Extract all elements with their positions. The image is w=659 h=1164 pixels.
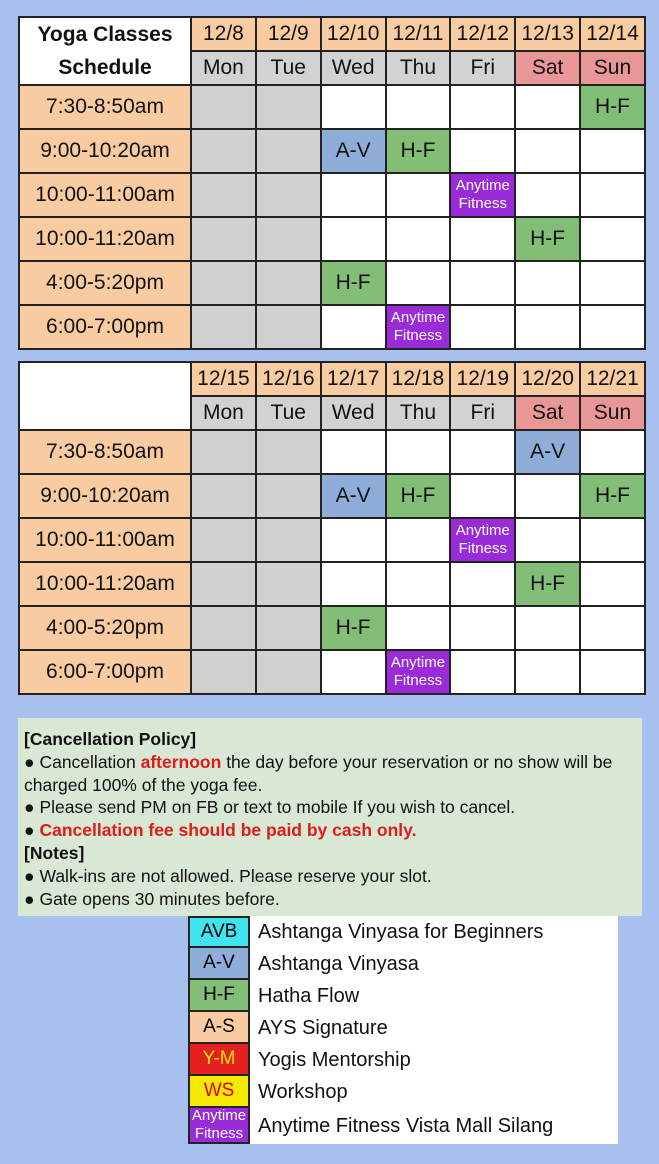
unavailable-cell	[191, 173, 256, 217]
date-header: 12/10	[321, 17, 386, 51]
empty-cell	[450, 85, 515, 129]
class-label-line: Fitness	[393, 327, 443, 344]
empty-cell	[580, 261, 645, 305]
class-ashtanga-vinyasa: A-V	[321, 474, 386, 518]
class-label-line: Fitness	[393, 672, 443, 689]
unavailable-cell	[256, 562, 321, 606]
note-line-1	[24, 865, 636, 888]
unavailable-cell	[191, 217, 256, 261]
policy-box	[18, 718, 642, 916]
class-label-line: Anytime	[455, 177, 510, 194]
date-header: 12/18	[386, 362, 451, 396]
empty-cell	[580, 606, 645, 650]
class-label-line: Anytime	[455, 522, 510, 539]
date-header: 12/9	[256, 17, 321, 51]
class-hatha-flow: H-F	[580, 85, 645, 129]
empty-cell	[450, 474, 515, 518]
unavailable-cell	[191, 474, 256, 518]
date-header: 12/12	[450, 17, 515, 51]
empty-cell	[515, 650, 580, 694]
empty-cell	[450, 129, 515, 173]
unavailable-cell	[191, 85, 256, 129]
empty-cell	[450, 650, 515, 694]
legend-item	[188, 1012, 618, 1044]
policy-text: Cancellation	[39, 751, 141, 772]
legend-label: Ashtanga Vinyasa for Beginners	[258, 920, 544, 943]
legend-swatch: AVB	[188, 916, 250, 948]
empty-cell	[450, 261, 515, 305]
class-ashtanga-vinyasa: A-V	[321, 129, 386, 173]
day-header: Thu	[386, 51, 451, 85]
date-header: 12/13	[515, 17, 580, 51]
empty-cell	[321, 85, 386, 129]
legend-swatch: Y-M	[188, 1044, 250, 1076]
empty-cell	[321, 305, 386, 349]
bullet: ●	[24, 888, 35, 909]
empty-cell	[580, 562, 645, 606]
class-hatha-flow: H-F	[580, 474, 645, 518]
date-header: 12/8	[191, 17, 256, 51]
legend-swatch: H-F	[188, 980, 250, 1012]
class-anytime-fitness	[386, 650, 451, 694]
empty-cell	[580, 305, 645, 349]
empty-cell	[386, 562, 451, 606]
empty-cell	[515, 129, 580, 173]
time-slot: 7:30-8:50am	[19, 430, 191, 474]
class-legend	[188, 916, 618, 1144]
empty-cell	[515, 474, 580, 518]
legend-label: Ashtanga Vinyasa	[258, 952, 419, 975]
empty-cell	[515, 518, 580, 562]
date-header: 12/14	[580, 17, 645, 51]
bullet: ●	[24, 751, 35, 772]
policy-text: Please send PM on FB or text to mobile If you wish to cancel.	[39, 797, 516, 818]
time-slot: 6:00-7:00pm	[19, 305, 191, 349]
empty-cell	[450, 430, 515, 474]
class-hatha-flow: H-F	[321, 261, 386, 305]
bullet: ●	[24, 820, 35, 841]
empty-cell	[321, 518, 386, 562]
schedule-title	[19, 17, 191, 85]
class-anytime-fitness	[450, 173, 515, 217]
legend-label: Yogis Mentorship	[258, 1048, 411, 1071]
unavailable-cell	[256, 606, 321, 650]
note-text: Gate opens 30 minutes before.	[39, 888, 280, 909]
unavailable-cell	[256, 305, 321, 349]
policy-emphasis: Cancellation fee should be paid by cash only.	[39, 820, 417, 841]
policy-line-3	[24, 819, 636, 842]
legend-label: Hatha Flow	[258, 984, 360, 1007]
unavailable-cell	[256, 650, 321, 694]
blank-header-cell	[19, 362, 191, 430]
time-slot: 10:00-11:20am	[19, 562, 191, 606]
date-header: 12/20	[515, 362, 580, 396]
time-slot: 10:00-11:20am	[19, 217, 191, 261]
class-hatha-flow: H-F	[386, 474, 451, 518]
unavailable-cell	[191, 261, 256, 305]
empty-cell	[515, 85, 580, 129]
empty-cell	[580, 650, 645, 694]
empty-cell	[386, 518, 451, 562]
date-header: 12/17	[321, 362, 386, 396]
unavailable-cell	[256, 217, 321, 261]
unavailable-cell	[256, 173, 321, 217]
legend-swatch: A-V	[188, 948, 250, 980]
empty-cell	[515, 261, 580, 305]
time-slot: 10:00-11:00am	[19, 518, 191, 562]
time-slot: 9:00-10:20am	[19, 474, 191, 518]
policy-line-1	[24, 751, 636, 797]
date-header: 12/16	[256, 362, 321, 396]
empty-cell	[515, 606, 580, 650]
date-header: 12/19	[450, 362, 515, 396]
class-hatha-flow: H-F	[321, 606, 386, 650]
class-label-line: Anytime	[390, 309, 446, 326]
unavailable-cell	[191, 650, 256, 694]
class-ashtanga-vinyasa: A-V	[515, 430, 580, 474]
unavailable-cell	[191, 606, 256, 650]
week1-schedule-table	[18, 16, 646, 350]
day-header: Tue	[256, 51, 321, 85]
policy-text: the day before your reservation or no show will be charged 100% of the yoga fee.	[24, 751, 613, 795]
empty-cell	[450, 305, 515, 349]
class-hatha-flow: H-F	[515, 562, 580, 606]
empty-cell	[321, 650, 386, 694]
empty-cell	[386, 606, 451, 650]
legend-item	[188, 948, 618, 980]
empty-cell	[580, 217, 645, 261]
day-header: Wed	[321, 51, 386, 85]
empty-cell	[515, 173, 580, 217]
legend-item	[188, 980, 618, 1012]
empty-cell	[321, 217, 386, 261]
day-header: Sun	[580, 51, 645, 85]
title-line-1: Yoga Classes	[37, 23, 173, 46]
legend-label: Workshop	[258, 1080, 348, 1103]
date-header: 12/21	[580, 362, 645, 396]
legend-item	[188, 916, 618, 948]
empty-cell	[321, 562, 386, 606]
legend-swatch: A-S	[188, 1012, 250, 1044]
class-hatha-flow: H-F	[515, 217, 580, 261]
empty-cell	[321, 173, 386, 217]
day-header: Sat	[515, 51, 580, 85]
day-header: Wed	[321, 396, 386, 430]
note-line-2	[24, 888, 636, 911]
policy-emphasis: afternoon	[140, 751, 222, 772]
day-header: Mon	[191, 51, 256, 85]
legend-item	[188, 1076, 618, 1108]
day-header: Mon	[191, 396, 256, 430]
date-header: 12/15	[191, 362, 256, 396]
unavailable-cell	[191, 305, 256, 349]
time-slot: 6:00-7:00pm	[19, 650, 191, 694]
day-header: Fri	[450, 396, 515, 430]
empty-cell	[515, 305, 580, 349]
time-slot: 10:00-11:00am	[19, 173, 191, 217]
day-header: Sat	[515, 396, 580, 430]
empty-cell	[386, 430, 451, 474]
title-line-2: Schedule	[58, 56, 152, 79]
unavailable-cell	[256, 129, 321, 173]
empty-cell	[321, 430, 386, 474]
policy-heading: [Cancellation Policy]	[24, 729, 197, 749]
time-slot: 4:00-5:20pm	[19, 261, 191, 305]
empty-cell	[386, 85, 451, 129]
day-header: Tue	[256, 396, 321, 430]
empty-cell	[450, 606, 515, 650]
empty-cell	[580, 173, 645, 217]
empty-cell	[580, 518, 645, 562]
unavailable-cell	[256, 85, 321, 129]
legend-label: AYS Signature	[258, 1016, 388, 1039]
class-label-line: Fitness	[458, 540, 507, 557]
time-slot: 4:00-5:20pm	[19, 606, 191, 650]
policy-line-2	[24, 796, 636, 819]
empty-cell	[580, 430, 645, 474]
class-anytime-fitness	[386, 305, 451, 349]
empty-cell	[386, 261, 451, 305]
legend-item	[188, 1044, 618, 1076]
bullet: ●	[24, 865, 35, 886]
class-anytime-fitness	[450, 518, 515, 562]
class-hatha-flow: H-F	[386, 129, 451, 173]
unavailable-cell	[191, 562, 256, 606]
unavailable-cell	[256, 518, 321, 562]
legend-label: Anytime Fitness Vista Mall Silang	[258, 1114, 554, 1137]
day-header: Sun	[580, 396, 645, 430]
time-slot: 9:00-10:20am	[19, 129, 191, 173]
legend-swatch: WS	[188, 1076, 250, 1108]
week2-schedule-table	[18, 361, 646, 695]
empty-cell	[386, 173, 451, 217]
day-header: Thu	[386, 396, 451, 430]
notes-heading: [Notes]	[24, 842, 85, 863]
unavailable-cell	[256, 430, 321, 474]
unavailable-cell	[191, 430, 256, 474]
class-label-line: Anytime	[390, 654, 446, 671]
time-slot: 7:30-8:50am	[19, 85, 191, 129]
date-header: 12/11	[386, 17, 451, 51]
empty-cell	[386, 217, 451, 261]
bullet: ●	[24, 797, 35, 818]
unavailable-cell	[256, 261, 321, 305]
empty-cell	[450, 217, 515, 261]
unavailable-cell	[256, 474, 321, 518]
unavailable-cell	[191, 129, 256, 173]
unavailable-cell	[191, 518, 256, 562]
legend-swatch: Anytime Fitness	[188, 1108, 250, 1144]
empty-cell	[580, 129, 645, 173]
class-label-line: Fitness	[458, 195, 507, 212]
empty-cell	[450, 562, 515, 606]
note-text: Walk-ins are not allowed. Please reserve your slot.	[39, 865, 432, 886]
legend-item	[188, 1108, 618, 1144]
day-header: Fri	[450, 51, 515, 85]
